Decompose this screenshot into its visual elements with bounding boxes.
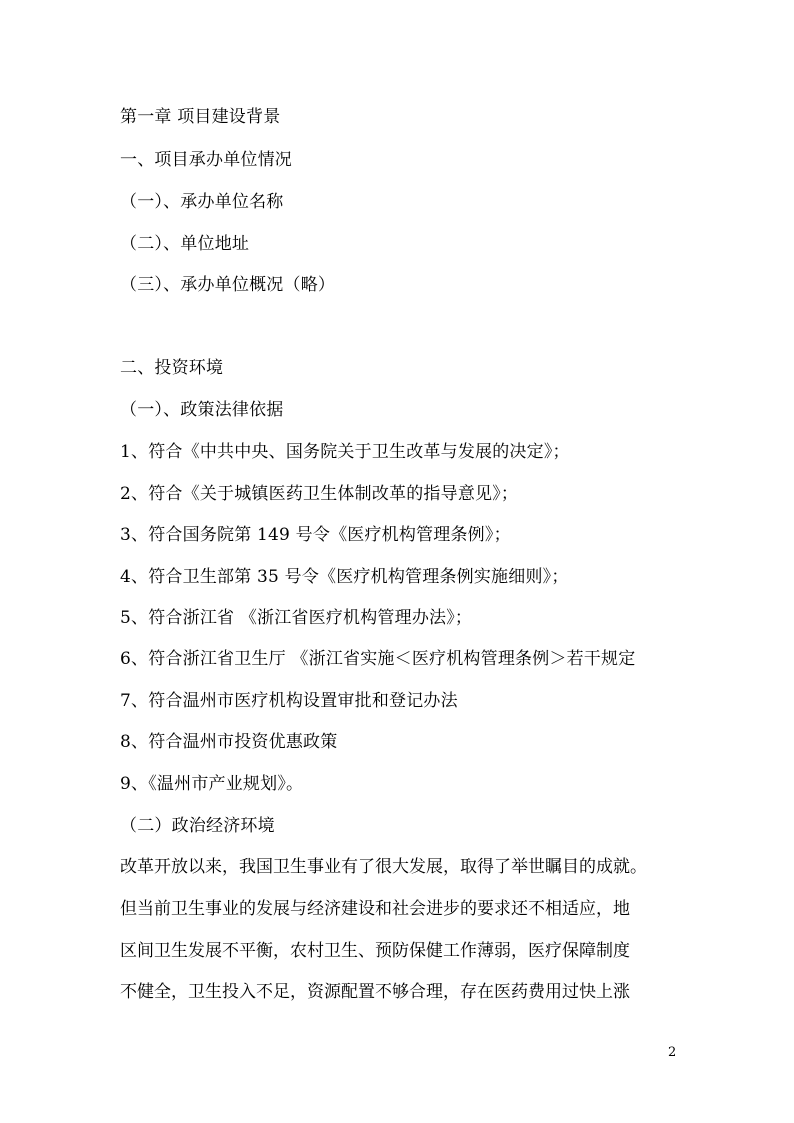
policy-item: 6、符合浙江省卫生厅 《浙江省实施＜医疗机构管理条例＞若干规定: [120, 649, 636, 669]
policy-item: 8、符合温州市投资优惠政策: [120, 732, 338, 752]
section-title-project-unit: 一、项目承办单位情况: [120, 150, 292, 170]
policy-item: 2、符合《关于城镇医药卫生体制改革的指导意见》；: [120, 484, 519, 504]
paragraph-line: 不健全，卫生投入不足，资源配置不够合理，存在医药费用过快上涨: [120, 982, 630, 1002]
paragraph-line: 但当前卫生事业的发展与经济建设和社会进步的要求还不相适应，地: [120, 899, 630, 919]
policy-item: 1、符合《中共中央、国务院关于卫生改革与发展的决定》；: [120, 442, 570, 462]
subsection-unit-address: （二）、单位地址: [120, 234, 250, 254]
paragraph-line: 改革开放以来，我国卫生事业有了很大发展，取得了举世瞩目的成就。: [120, 857, 647, 877]
subsection-unit-overview: （三）、承办单位概况（略）: [120, 275, 336, 295]
section-title-investment-environment: 二、投资环境: [120, 358, 224, 378]
policy-item: 5、符合浙江省 《浙江省医疗机构管理办法》；: [120, 608, 473, 628]
policy-item: 9、《温州市产业规划》。: [120, 774, 304, 794]
policy-item: 3、符合国务院第 149 号令《医疗机构管理条例》；: [120, 525, 511, 545]
policy-item: 4、符合卫生部第 35 号令《医疗机构管理条例实施细则》；: [120, 567, 569, 587]
subsection-unit-name: （一）、承办单位名称: [120, 192, 284, 212]
page-number: 2: [668, 1045, 677, 1060]
paragraph-line: 区间卫生发展不平衡，农村卫生、预防保健工作薄弱，医疗保障制度: [120, 941, 630, 961]
policy-item: 7、符合温州市医疗机构设置审批和登记办法: [120, 691, 458, 711]
subsection-political-economic-environment: （二）政治经济环境: [120, 816, 275, 836]
subsection-policy-basis: （一）、政策法律依据: [120, 400, 284, 420]
chapter-heading: 第一章 项目建设背景: [120, 107, 281, 127]
